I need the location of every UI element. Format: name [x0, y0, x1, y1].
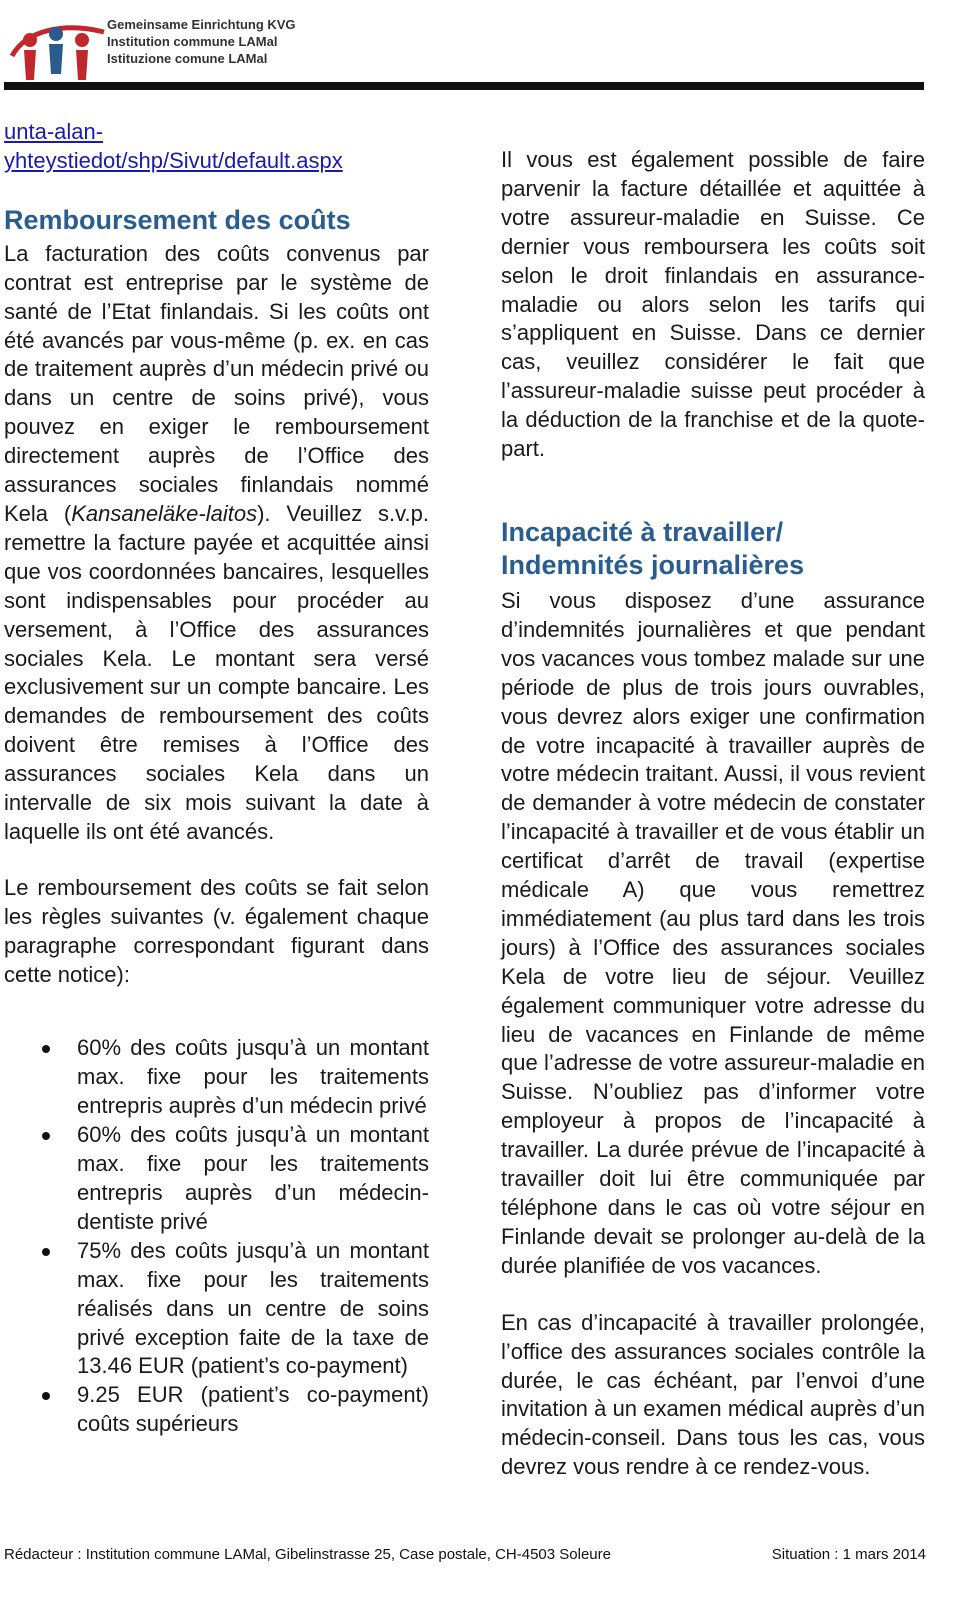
list-item-text: 9.25 EUR (patient’s co-payment) coûts supérieurs	[77, 1382, 429, 1437]
kela-contact-link[interactable]	[4, 118, 429, 176]
right-column	[501, 146, 925, 1482]
header-divider	[4, 82, 924, 90]
logo-figure-left-body	[24, 50, 36, 80]
org-name-fr: Institution commune LAMal	[107, 34, 278, 49]
logo-figure-right-body	[76, 50, 88, 80]
bullet-icon	[42, 1248, 50, 1256]
list-item-text: 60% des coûts jusqu’à un montant max. fixe pour les traitements entrepris auprès d’un médecin-dentiste privé	[77, 1122, 429, 1234]
bullet-icon	[42, 1132, 50, 1140]
footer-date: Situation : 1 mars 2014	[771, 1546, 926, 1563]
logo-figure-left-head	[23, 33, 37, 47]
list-item	[4, 1237, 429, 1382]
footer-editor: Rédacteur : Institution commune LAMal, Gibelinstrasse 25, Case postale, CH-4503 Soleure	[4, 1546, 611, 1563]
prolonged-incapacity-paragraph: En cas d’incapacité à travailler prolongée, l’office des assurances sociales contrôle la durée, le cas échéant, par l’envoi d’une invitation à un examen médical auprès d’un médecin-conseil. Dans tous les cas, vous devrez vous rendre à ce rendez-vous.	[501, 1309, 925, 1480]
reimbursement-rules-intro: Le remboursement des coûts se fait selon les règles suivantes (v. également chaque paragraphe correspondant figurant dans cette notice):	[4, 874, 429, 987]
swiss-insurer-paragraph: Il vous est également possible de faire parvenir la facture détaillée et aquittée à votre assureur-maladie en Suisse. Ce dernier vous remboursera les coûts soit selon le droit finlandais en assurance-maladie ou alors selon les tarifs qui s’appliquent en Suisse. Dans ce dernier cas, veuillez considérer le fait que l’assureur-maladie suisse peut procéder à la déduction de la franchise et de la quote-part.	[501, 147, 925, 462]
list-item-text: 60% des coûts jusqu’à un montant max. fixe pour les traitements entrepris auprès d’un médecin privé	[77, 1035, 429, 1119]
kela-finnish-name: Kansaneläke-laitos	[71, 500, 258, 526]
kela-contact-link-line2: yhteystiedot/shp/Sivut/default.aspx	[4, 147, 343, 173]
section-heading-incapacity: Incapacité à travailler/ Indemnités journalières	[501, 516, 805, 580]
reimbursement-rules-list	[4, 1034, 429, 1439]
list-item-text: 75% des coûts jusqu’à un montant max. fixe pour les traitements réalisés dans un centre de soins privé exception faite de la taxe de 13.46 EUR (patient’s co-payment)	[77, 1237, 429, 1379]
reimbursement-text-b: ). Veuillez s.v.p. remettre la facture payée et acquittée ainsi que vos coordonnées bancaires, lesquelles sont indispensables pour procéder au versement, à l’Office des assurances sociales Kela. Le montant sera versé exclusivement sur un compte bancaire. Les demandes de remboursement des coûts doivent être remises à l’Office des assurances sociales Kela dans un intervalle de six mois suivant la date à laquelle ils ont été avancés.	[4, 500, 429, 844]
left-column	[4, 118, 429, 1439]
institution-logo	[4, 4, 114, 82]
kela-contact-link-line1: unta-alan-	[4, 119, 104, 144]
org-name-de: Gemeinsame Einrichtung KVG	[107, 17, 296, 32]
list-item	[4, 1381, 429, 1439]
bullet-icon	[42, 1392, 50, 1400]
page-header	[0, 0, 960, 92]
reimbursement-text-a: La facturation des coûts convenus par contrat est entreprise par le système de santé de l’Etat finlandais. Si les coûts ont été avancés par vous-même (p. ex. en cas de traitement auprès d’un médecin privé ou dans un centre de soins privé), vous pouvez en exiger le remboursement directement auprès de l’Office des assurances sociales finlandais nommé Kela (	[4, 240, 429, 526]
list-item	[4, 1034, 429, 1121]
bullet-icon	[42, 1045, 50, 1053]
logo-figure-right-head	[75, 33, 89, 47]
organization-names	[107, 16, 296, 67]
org-name-it: Istituzione comune LAMal	[107, 51, 268, 66]
logo-figure-middle-head	[49, 27, 63, 41]
daily-allowance-paragraph: Si vous disposez d’une assurance d’indemnités journalières et que pendant vos vacances vous tombez malade sur une période de plus de trois jours ouvrables, vous devrez alors exiger une confirmation de votre incapacité à travailler auprès de votre médecin traitant. Aussi, il vous revient de demander à votre médecin de constater l’incapacité à travailler et de vous établir un certificat d’arrêt de travail (expertise médicale A) que vous remettrez immédiatement (au plus tard dans les trois jours) à l’Office des assurances sociales Kela de votre lieu de séjour. Veuillez également communiquer votre adresse du lieu de vacances en Finlande de même que l’adresse de votre assureur-maladie en Suisse. N’oubliez pas d’informer votre employeur à propos de l’incapacité à travailler. La durée prévue de l’incapacité à travailler doit lui être communiquée par téléphone dans le cas où votre séjour en Finlande devait se prolonger au-delà de la durée planifiée de vos vacances.	[501, 587, 925, 1278]
list-item	[4, 1121, 429, 1237]
reimbursement-paragraph	[4, 240, 429, 847]
section-heading-reimbursement: Remboursement des coûts	[4, 204, 351, 235]
logo-figure-middle-body	[49, 44, 63, 74]
